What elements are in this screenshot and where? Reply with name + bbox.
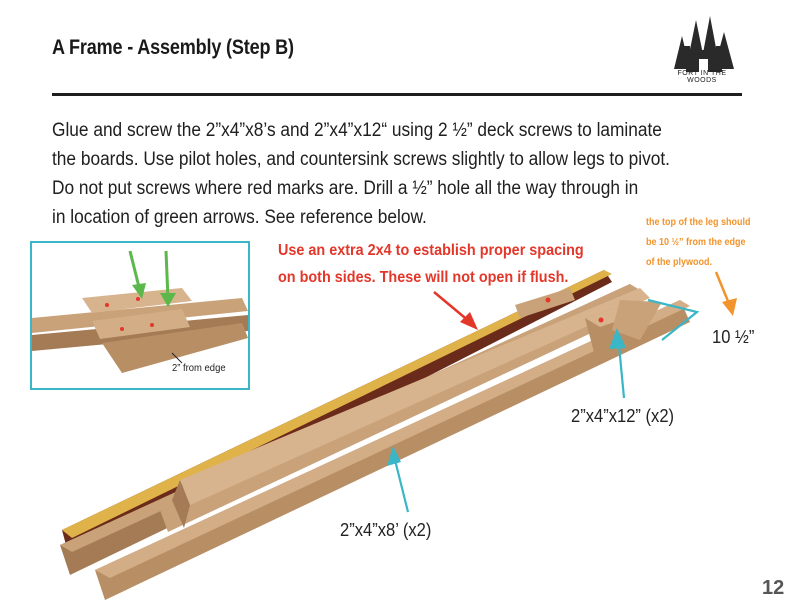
inset-screw	[150, 323, 154, 327]
long-boards-label: 2”x4”x8’ (x2)	[340, 520, 432, 540]
instruction-line: Glue and screw the 2”x4”x8’s and 2”x4”x12“ using 2 ½” deck screws to laminate	[52, 120, 662, 141]
inset-screw	[105, 303, 109, 307]
leg-top-note-line: of the plywood.	[646, 257, 712, 268]
inset-caption: 2” from edge	[172, 362, 226, 374]
inset-screw	[120, 327, 124, 331]
leg-top-note	[646, 213, 750, 273]
screw-mark	[599, 318, 604, 323]
leg-top-note-line: the top of the leg should	[646, 217, 751, 228]
logo-wordmark: FORT IN THE WOODS	[677, 70, 727, 84]
orange-arrow-head	[722, 298, 737, 316]
instruction-line: the boards. Use pilot holes, and countersink screws slightly to allow legs to pivot.	[52, 149, 670, 170]
instruction-line: Do not put screws where red marks are. Drill a ½” hole all the way through in	[52, 178, 639, 199]
inset-screw	[136, 297, 140, 301]
page-number: 12	[762, 577, 785, 599]
green-arrow-line	[166, 251, 168, 299]
screw-mark	[546, 298, 551, 303]
page-title: A Frame - Assembly (Step B)	[52, 36, 294, 59]
spacing-note-line: on both sides. These will not open if flush.	[278, 269, 569, 286]
instruction-line: in location of green arrows. See reference below.	[52, 207, 427, 228]
leg-top-note-line: be 10 ½” from the edge	[646, 237, 746, 248]
spacing-note	[278, 237, 584, 291]
short-boards-label: 2”x4”x12” (x2)	[571, 406, 675, 426]
measurement-label: 10 ½”	[712, 327, 755, 347]
spacing-note-line: Use an extra 2x4 to establish proper spacing	[278, 242, 584, 259]
inner-board-top	[180, 288, 650, 505]
